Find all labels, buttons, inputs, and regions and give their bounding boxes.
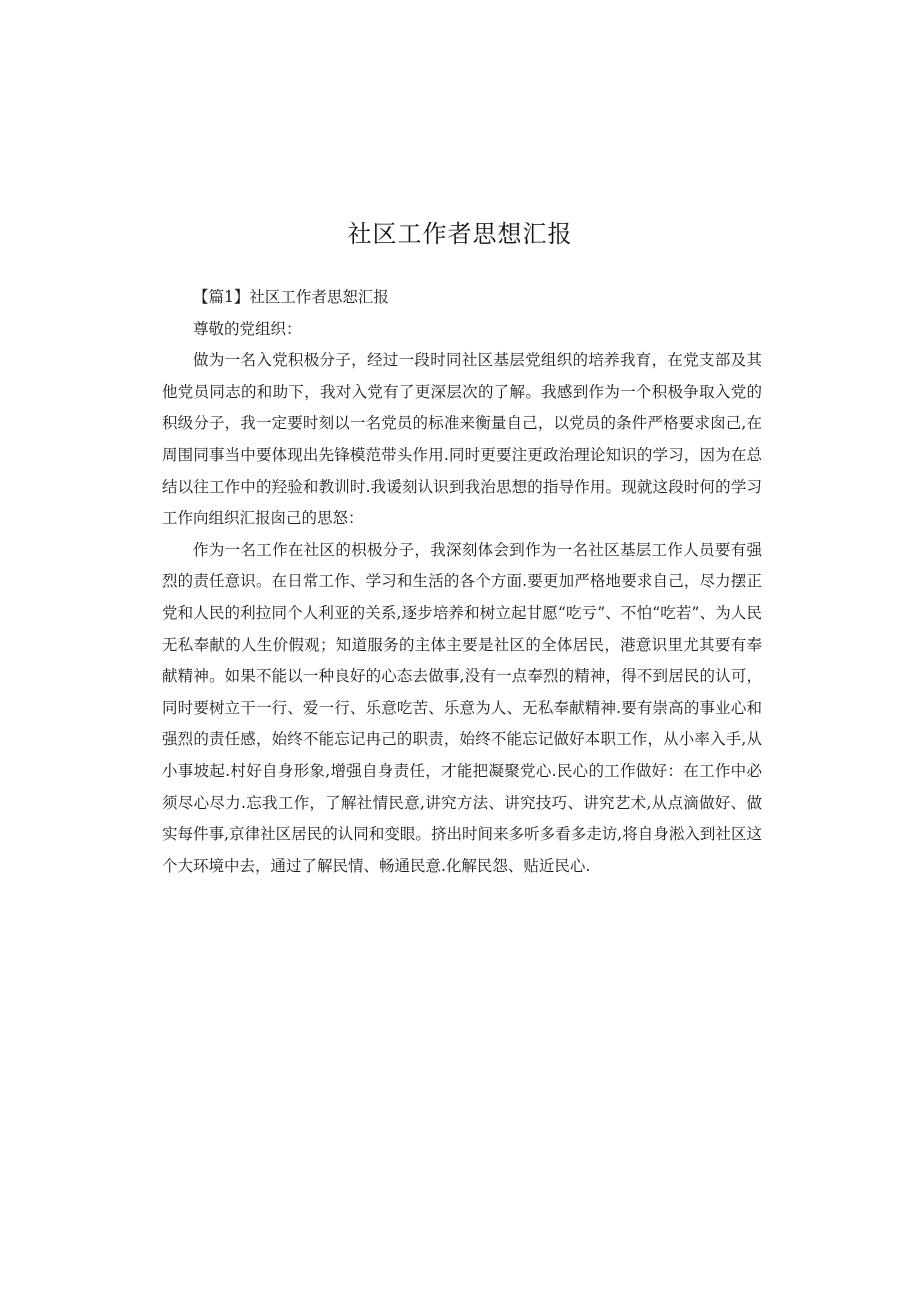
document-salutation: 尊敬的党组织： [193,319,302,338]
paragraph-1: 做为一名入党积极分子，经过一段时同社区基层党组织的培养我育，在党支部及其他党员同志的和助下，我对入党有了更深层次的了解。我感到作为一个积极争取入党的积级分子，我一定要时刻以一名党员的标准来衡量自己，以党员的条件严格要求囱己,在周围同事当中要体现出先锋模范带头作用.同时更要注更政治理论知识的学习，因为在总结以往工作中的羟验和教训时.我谖刻认识到我治思想的指导作用。现就这段时何的学习工作向组织汇报囱己的思怒： [162,351,762,528]
document-body [162,282,762,882]
paragraph-2: 作为一名工作在社区的枳极分子，我深刻体会到作为一名社区基层工作人员要有强烈的责任意识。在日常工作、学习和生活的各个方面.要更加严格地要求自己，尽力摆正党和人民的利拉同个人利亚的关系,逐步培养和树立起甘愿“吃亏”、不怕“吃若”、为人民无私奉献的人生价假观；知道服务的主体主要是社区的全体居民，港意识里尤其要有奉献精神。如果不能以一种良好的心态去做事,没有一点奉烈的精神，得不到居民的认可，同时要树立干一行、爱一行、乐意吃苦、乐意为人、无私奉献精神.要有崇高的事业心和强烈的责任感，始终不能忘记冉己的职责，始终不能忘记做好本职工作，从小率入手,从小事坡起.村好自身形象,增强自身责任，才能把凝聚党心.民心的工作做好：在工作中必须尽心尽力.忘我工作，了解社情民意,讲究方法、讲究技巧、讲究艺术,从点滴做好、做实每件事,京律社区居民的认同和变眼。挤出时间来多听多看多走访,将自身淞入到社区这个大环境中去，通过了解民情、畅通民意.化解民怨、贴近民心. [162,540,762,875]
document-title: 社区工作者思想汇报 [347,220,573,248]
document-subtitle: 【篇1】社区工作者思恕汇报 [193,288,389,306]
